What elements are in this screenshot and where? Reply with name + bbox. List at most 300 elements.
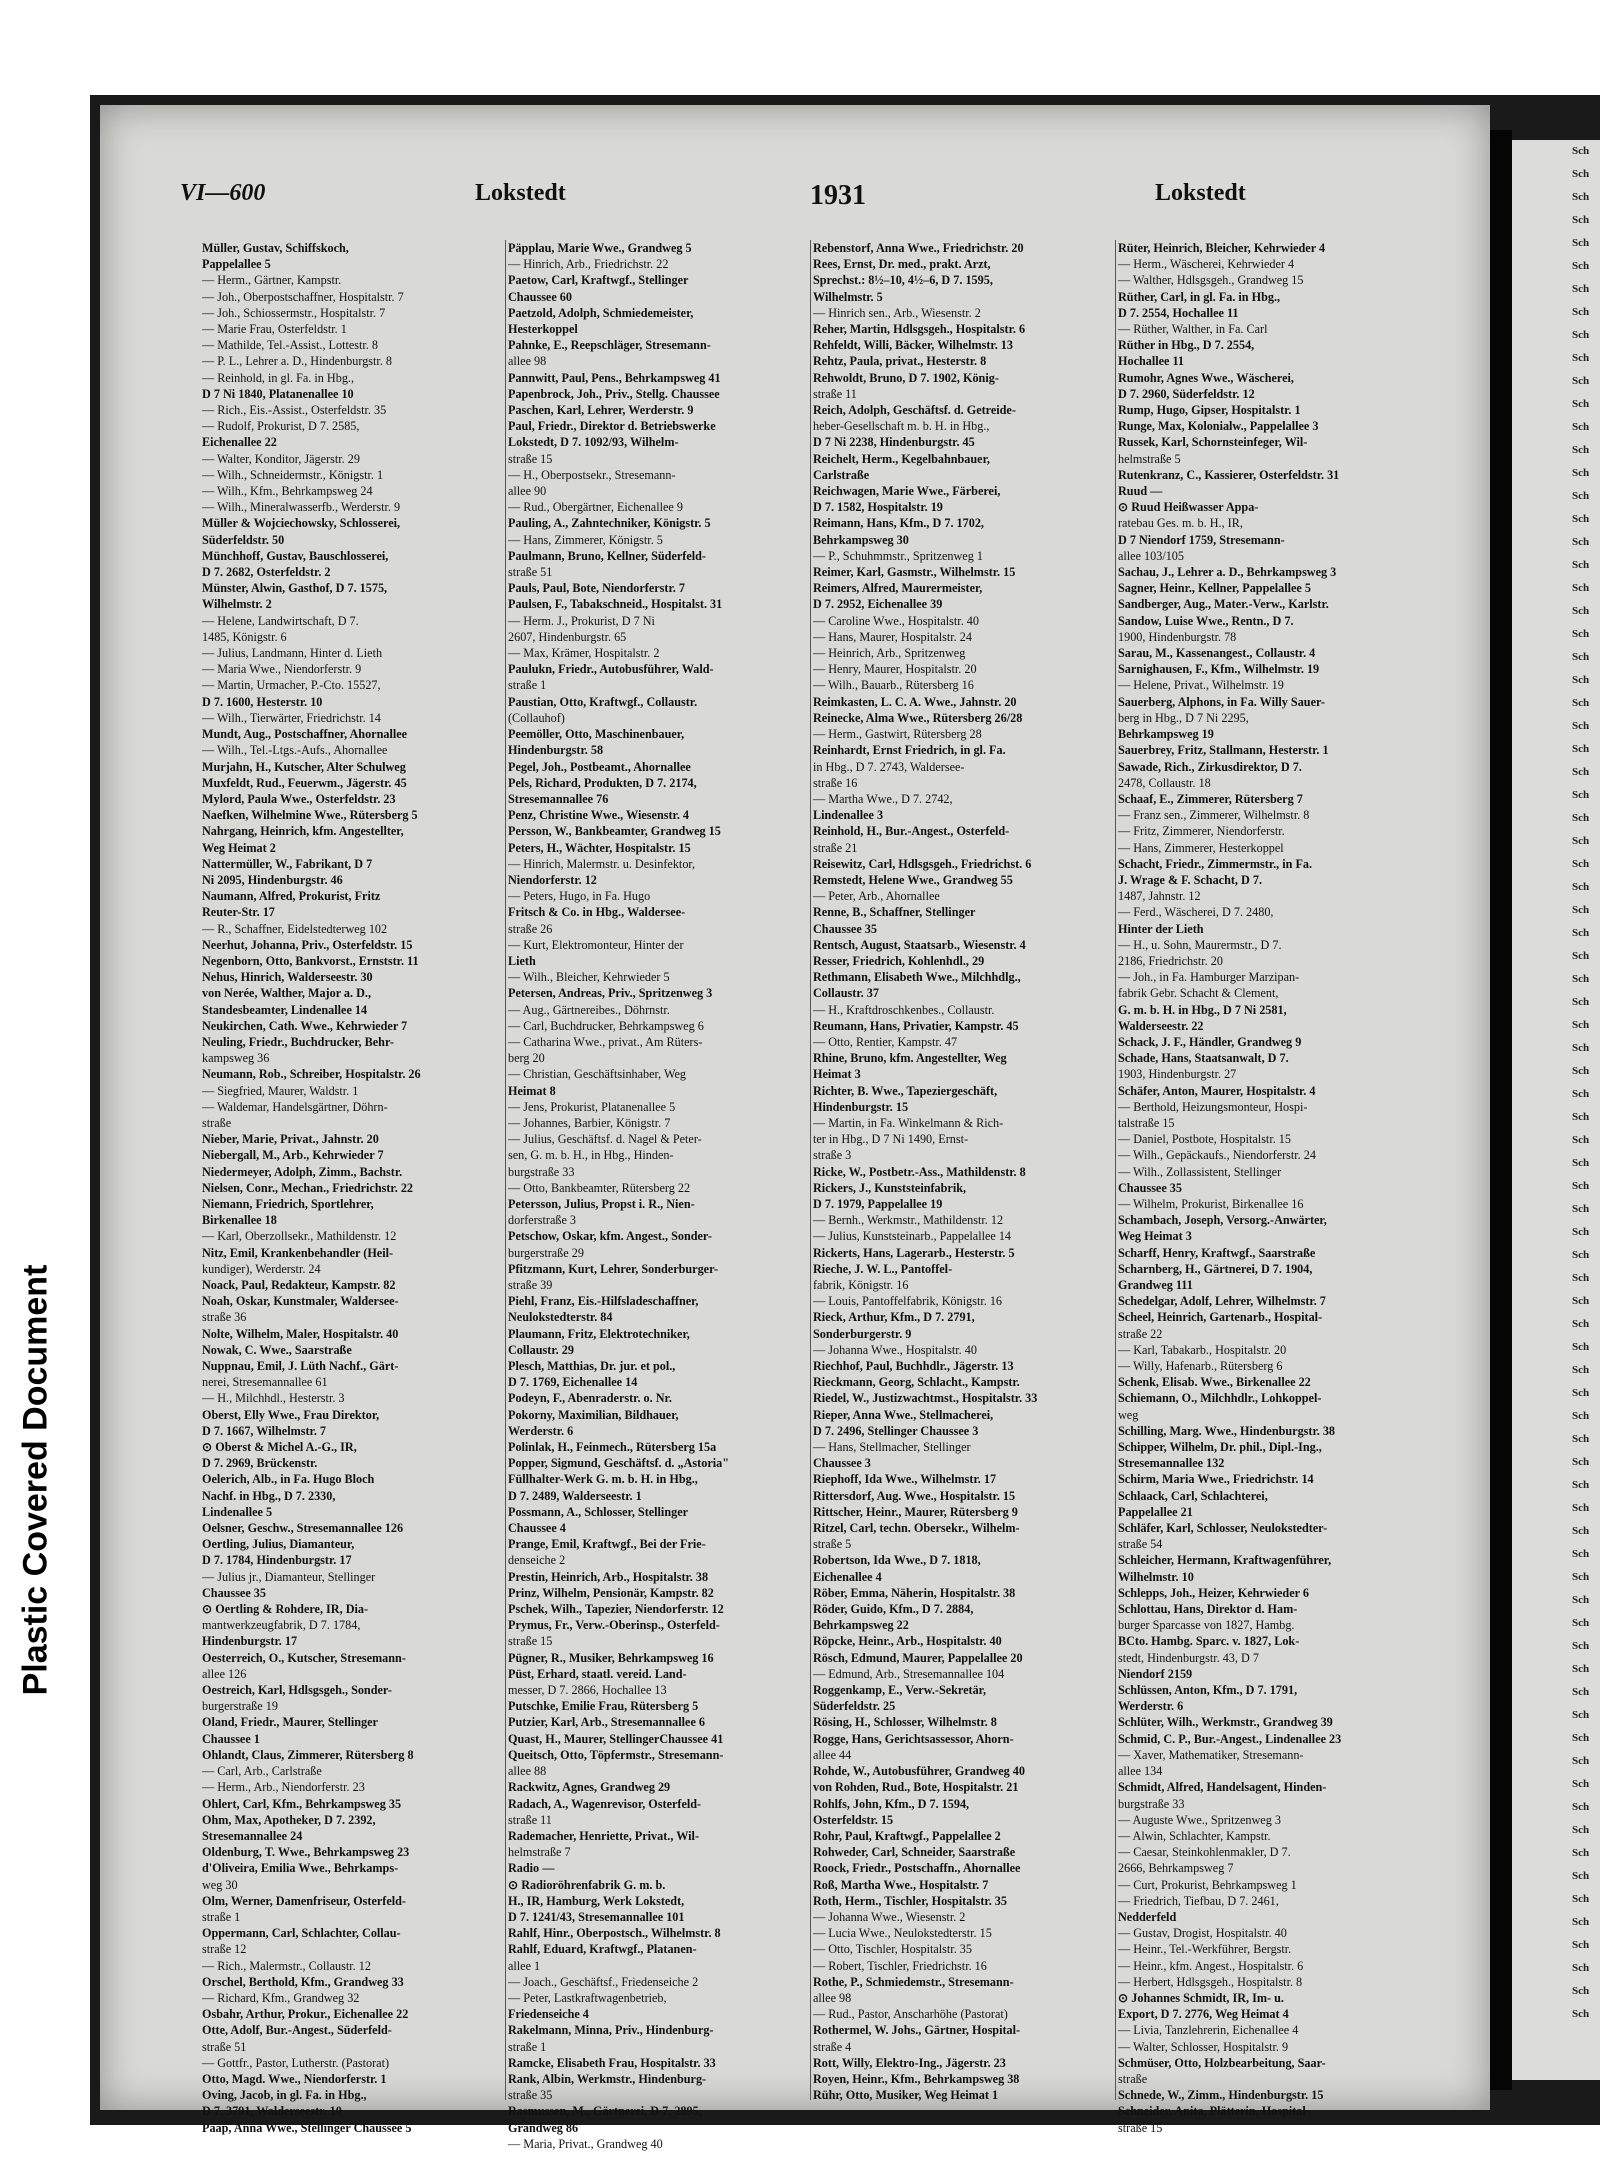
- directory-entry: — Reinhold, in gl. Fa. in Hbg.,: [202, 370, 355, 385]
- directory-entry: Rank, Albin, Werkmstr., Hindenburg-: [508, 2071, 707, 2086]
- facing-page-text: Sch: [1572, 1341, 1590, 1353]
- facing-page-text: Sch: [1572, 1456, 1590, 1468]
- directory-entry: H., IR, Hamburg, Werk Lokstedt,: [508, 1893, 685, 1908]
- directory-entry: straße 22: [1118, 1326, 1163, 1341]
- facing-page-text: Sch: [1572, 467, 1590, 479]
- directory-entry: straße: [1118, 2071, 1148, 2086]
- directory-entry: Röpcke, Heinr., Arb., Hospitalstr. 40: [813, 1634, 1002, 1649]
- directory-entry: — Mathilde, Tel.-Assist., Lottestr. 8: [202, 338, 378, 353]
- directory-entry: Weg Heimat 2: [202, 840, 276, 855]
- facing-page-text: Sch: [1572, 743, 1590, 755]
- directory-entry: Rothe, P., Schmiedemstr., Stresemann-: [813, 1974, 1014, 1989]
- facing-page-text: Sch: [1572, 1686, 1590, 1698]
- directory-entry: — Fritz, Zimmerer, Niendorferstr.: [1118, 824, 1285, 839]
- directory-entry: — Caroline Wwe., Hospitalstr. 40: [813, 613, 979, 628]
- directory-entry: Rieper, Anna Wwe., Stellmacherei,: [813, 1407, 994, 1422]
- directory-entry: Reimers, Alfred, Maurermeister,: [813, 581, 983, 596]
- facing-page-text: Sch: [1572, 1548, 1590, 1560]
- directory-entry: — Christian, Geschäftsinhaber, Weg: [508, 1067, 687, 1082]
- directory-entry: Röber, Emma, Näherin, Hospitalstr. 38: [813, 1585, 1016, 1600]
- directory-entry: G. m. b. H. in Hbg., D 7 Ni 2581,: [1118, 1002, 1287, 1017]
- directory-entry: — Willy, Hafenarb., Rütersberg 6: [1118, 1359, 1283, 1374]
- directory-entry: burgstraße 33: [508, 1164, 575, 1179]
- directory-entry: Ritzel, Carl, techn. Obersekr., Wilhelm-: [813, 1521, 1020, 1536]
- directory-entry: — Otto, Rentier, Kampstr. 47: [813, 1034, 958, 1049]
- directory-entry: weg: [1118, 1407, 1139, 1422]
- directory-entry: Otto, Magd. Wwe., Niendorferstr. 1: [202, 2071, 387, 2086]
- directory-entry: Pfitzmann, Kurt, Lehrer, Sonderburger-: [508, 1261, 719, 1276]
- directory-entry: mantwerkzeugfabrik, D 7. 1784,: [202, 1618, 361, 1633]
- directory-entry: Putschke, Emilie Frau, Rütersberg 5: [508, 1699, 699, 1714]
- directory-entry: — R., Schaffner, Eidelstedterweg 102: [202, 921, 388, 936]
- directory-entry: straße 4: [813, 2039, 852, 2054]
- facing-page-text: Sch: [1572, 950, 1590, 962]
- directory-entry: D 7. 2489, Walderseestr. 1: [508, 1488, 642, 1503]
- facing-page-text: Sch: [1572, 1249, 1590, 1261]
- directory-entry: Reich, Adolph, Geschäftsf. d. Getreide-: [813, 403, 1016, 418]
- facing-page-text: Sch: [1572, 1295, 1590, 1307]
- directory-entry: Export, D 7. 2776, Weg Heimat 4: [1118, 2007, 1289, 2022]
- facing-page-text: Sch: [1572, 513, 1590, 525]
- directory-entry: straße 5: [813, 1537, 852, 1552]
- directory-entry: straße 26: [508, 921, 553, 936]
- directory-entry: — Daniel, Postbote, Hospitalstr. 15: [1118, 1132, 1291, 1147]
- facing-page-text: Sch: [1572, 1272, 1590, 1284]
- facing-page-text: Sch: [1572, 1571, 1590, 1583]
- facing-page-text: Sch: [1572, 1065, 1590, 1077]
- facing-page-text: Sch: [1572, 1732, 1590, 1744]
- place-name-left: Lokstedt: [475, 180, 566, 206]
- directory-entry: D 7. 2554, Hochallee 11: [1118, 305, 1239, 320]
- directory-entry: Lindenallee 3: [813, 808, 884, 823]
- directory-entry: Rethmann, Elisabeth Wwe., Milchhdlg.,: [813, 970, 1021, 985]
- directory-entry: Schilling, Marg. Wwe., Hindenburgstr. 38: [1118, 1423, 1336, 1438]
- directory-entry: Rackwitz, Agnes, Grandweg 29: [508, 1780, 671, 1795]
- directory-entry: — Hinrich, Arb., Friedrichstr. 22: [508, 257, 669, 272]
- facing-page-text: Sch: [1572, 1801, 1590, 1813]
- directory-entry: d'Oliveira, Emilia Wwe., Behrkamps-: [202, 1861, 399, 1876]
- directory-entry: Sauerbrey, Fritz, Stallmann, Hesterstr. 1: [1118, 743, 1329, 758]
- directory-entry: 1485, Königstr. 6: [202, 629, 287, 644]
- directory-entry: Pels, Richard, Produkten, D 7. 2174,: [508, 775, 697, 790]
- directory-entry: Rieckmann, Georg, Schlacht., Kampstr.: [813, 1375, 1020, 1390]
- directory-entry: ⊙ Ruud Heißwasser Appa-: [1118, 500, 1259, 515]
- directory-entry: Rickers, J., Kunststeinfabrik,: [813, 1180, 967, 1195]
- directory-entry: Hesterkoppel: [508, 322, 578, 337]
- facing-page-text: Sch: [1572, 1617, 1590, 1629]
- facing-page-text: Sch: [1572, 651, 1590, 663]
- directory-entry: — Johannes, Barbier, Königstr. 7: [508, 1115, 671, 1130]
- directory-entry: Naumann, Alfred, Prokurist, Fritz: [202, 889, 381, 904]
- directory-entry: Sarau, M., Kassenangest., Collaustr. 4: [1118, 646, 1316, 661]
- facing-page-text: Sch: [1572, 1594, 1590, 1606]
- facing-page-text: Sch: [1572, 1410, 1590, 1422]
- directory-entry: — Martha Wwe., D 7. 2742,: [813, 791, 953, 806]
- directory-entry: Rehwoldt, Bruno, D 7. 1902, König-: [813, 370, 999, 385]
- directory-entry: Rahlf, Hinr., Oberpostsch., Wilhelmstr. 8: [508, 1926, 721, 1941]
- directory-entry: Mylord, Paula Wwe., Osterfeldstr. 23: [202, 791, 396, 806]
- facing-page-text: Sch: [1572, 1318, 1590, 1330]
- directory-entry: D 7. 1979, Pappelallee 19: [813, 1196, 943, 1211]
- directory-entry: allee 126: [202, 1666, 247, 1681]
- directory-entry: — Rud., Pastor, Anscharhöhe (Pastorat): [813, 2007, 1008, 2022]
- directory-entry: — Helene, Landwirtschaft, D 7.: [202, 613, 359, 628]
- directory-entry: Richter, B. Wwe., Tapeziergeschäft,: [813, 1083, 998, 1098]
- directory-entry: — Wilh., Bleicher, Kehrwieder 5: [508, 970, 670, 985]
- directory-entry: Podeyn, F., Abenraderstr. o. Nr.: [508, 1391, 672, 1406]
- directory-entry: D 7 Niendorf 1759, Stresemann-: [1118, 532, 1285, 547]
- directory-entry: D 7. 1582, Hospitalstr. 19: [813, 500, 943, 515]
- directory-entry: Reher, Martin, Hdlsgsgeh., Hospitalstr. 6: [813, 322, 1026, 337]
- directory-entry: — Maria, Privat., Grandweg 40: [508, 2136, 663, 2151]
- directory-entry: ⊙ Oberst & Michel A.-G., IR,: [202, 1440, 357, 1455]
- directory-entry: Rott, Willy, Elektro-Ing., Jägerstr. 23: [813, 2055, 1006, 2070]
- directory-entry: Reichwagen, Marie Wwe., Färberei,: [813, 484, 1001, 499]
- facing-page-text: Sch: [1572, 1709, 1590, 1721]
- page-reference: VI—600: [180, 180, 266, 206]
- directory-entry: Schack, J. F., Händler, Grandweg 9: [1118, 1034, 1302, 1049]
- directory-entry: von Rohden, Rud., Bote, Hospitalstr. 21: [813, 1780, 1019, 1795]
- directory-entry: Süderfeldstr. 50: [202, 532, 285, 547]
- directory-entry: Renne, B., Schaffner, Stellinger: [813, 905, 976, 920]
- directory-entry: Müller, Gustav, Schiffskoch,: [202, 241, 349, 255]
- directory-entry: Petersson, Julius, Propst i. R., Nien-: [508, 1196, 695, 1211]
- directory-entry: Schade, Hans, Staatsanwalt, D 7.: [1118, 1051, 1289, 1066]
- directory-entry: — Joh., Oberpostschaffner, Hospitalstr. 7: [202, 289, 404, 304]
- directory-entry: allee 44: [813, 1747, 852, 1762]
- directory-entry: Rohlfs, John, Kfm., D 7. 1594,: [813, 1796, 970, 1811]
- directory-entry: — Maria Wwe., Niendorferstr. 9: [202, 662, 362, 677]
- directory-entry: Birkenallee 18: [202, 1213, 277, 1228]
- directory-entry: — Julius jr., Diamanteur, Stellinger: [202, 1569, 376, 1584]
- directory-entry: straße 51: [508, 565, 553, 580]
- directory-entry: talstraße 15: [1118, 1115, 1175, 1130]
- directory-entry: — Wilh., Kfm., Behrkampsweg 24: [202, 484, 373, 499]
- directory-entry: Münster, Alwin, Gasthof, D 7. 1575,: [202, 581, 388, 596]
- directory-entry: straße 1: [202, 1909, 241, 1924]
- directory-entry: Paulsen, F., Tabakschneid., Hospitalst. 31: [508, 597, 723, 612]
- directory-entry: allee 88: [508, 1764, 547, 1779]
- facing-page-text: Sch: [1572, 835, 1590, 847]
- directory-entry: Chaussee 60: [508, 289, 572, 304]
- directory-entry: Heimat 3: [813, 1067, 861, 1082]
- directory-entry: Oppermann, Carl, Schlachter, Collau-: [202, 1926, 401, 1941]
- directory-entry: Nuppnau, Emil, J. Lüth Nachf., Gärt-: [202, 1359, 399, 1374]
- facing-page-text: Sch: [1572, 1226, 1590, 1238]
- facing-page-text: Sch: [1572, 1525, 1590, 1537]
- directory-entry: Standesbeamter, Lindenallee 14: [202, 1002, 368, 1017]
- directory-entry: Oving, Jacob, in gl. Fa. in Hbg.,: [202, 2088, 367, 2103]
- directory-entry: — Joh., Schiossermstr., Hospitalstr. 7: [202, 305, 386, 320]
- directory-entry: Sarnighausen, F., Kfm., Wilhelmstr. 19: [1118, 662, 1320, 677]
- directory-entry: — Catharina Wwe., privat., Am Rüters-: [508, 1034, 703, 1049]
- directory-entry: straße 21: [813, 840, 858, 855]
- directory-entry: Ni 2095, Hindenburgstr. 46: [202, 872, 343, 887]
- directory-entry: straße 11: [508, 1812, 552, 1827]
- directory-entry: Oelerich, Alb., in Fa. Hugo Bloch: [202, 1472, 375, 1487]
- directory-entry: D 7. 1667, Wilhelmstr. 7: [202, 1423, 327, 1438]
- directory-entry: — H., Kraftdroschkenbes., Collaustr.: [813, 1002, 995, 1017]
- facing-page-text: Sch: [1572, 697, 1590, 709]
- directory-entry: Reimer, Karl, Gasmstr., Wilhelmstr. 15: [813, 565, 1016, 580]
- directory-entry: Fritsch & Co. in Hbg., Waldersee-: [508, 905, 686, 920]
- side-caption-text: Plastic Covered Document: [16, 1264, 55, 1696]
- directory-entry: Rehtz, Paula, privat., Hesterstr. 8: [813, 354, 987, 369]
- directory-entry: — Herm., Arb., Niendorferstr. 23: [202, 1780, 365, 1795]
- directory-entry: — Peters, Hugo, in Fa. Hugo: [508, 889, 651, 904]
- directory-entry: Hochallee 11: [1118, 354, 1185, 369]
- facing-page-text: Sch: [1572, 1364, 1590, 1376]
- directory-entry: — Hans, Stellmacher, Stellinger: [813, 1440, 971, 1455]
- facing-page-text: Sch: [1572, 927, 1590, 939]
- directory-entry: Neuling, Friedr., Buchdrucker, Behr-: [202, 1034, 394, 1049]
- directory-entry: Pahnke, E., Reepschläger, Stresemann-: [508, 338, 711, 353]
- directory-entry: Rothermel, W. Johs., Gärtner, Hospital-: [813, 2023, 1021, 2038]
- facing-page-text: Sch: [1572, 674, 1590, 686]
- directory-entry: — P., Schuhmmstr., Spritzenweg 1: [813, 548, 983, 563]
- directory-entry: Noack, Paul, Redakteur, Kampstr. 82: [202, 1278, 396, 1292]
- directory-entry: D 7. 1600, Hesterstr. 10: [202, 694, 323, 709]
- directory-entry: Papenbrock, Joh., Priv., Stellg. Chaussee: [508, 386, 720, 401]
- directory-entry: — Johanna Wwe., Wiesenstr. 2: [813, 1909, 966, 1924]
- directory-entry: 2186, Friedrichstr. 20: [1118, 953, 1223, 968]
- directory-entry: Grandweg 86: [508, 2120, 579, 2135]
- place-name-right: Lokstedt: [1155, 180, 1246, 206]
- directory-entry: D 7. 2969, Brückenstr.: [202, 1456, 318, 1471]
- directory-entry: — Rich., Eis.-Assist., Osterfeldstr. 35: [202, 403, 387, 418]
- directory-entry: Pegel, Joh., Postbeamt., Ahornallee: [508, 759, 691, 774]
- directory-entry: Sprechst.: 8½–10, 4½–6, D 7. 1595,: [813, 273, 993, 288]
- facing-page-text: Sch: [1572, 1502, 1590, 1514]
- directory-entry: Sandberger, Aug., Mater.-Verw., Karlstr.: [1118, 597, 1329, 612]
- directory-entry: Scharff, Henry, Kraftwgf., Saarstraße: [1118, 1245, 1316, 1260]
- directory-entry: Reinhardt, Ernst Friedrich, in gl. Fa.: [813, 743, 1006, 758]
- directory-entry: Pauling, A., Zahntechniker, Königstr. 5: [508, 516, 711, 531]
- directory-entry: — Karl, Tabakarb., Hospitalstr. 20: [1118, 1342, 1287, 1357]
- facing-page-text: Sch: [1572, 398, 1590, 410]
- directory-entry: Niedermeyer, Adolph, Zimm., Bachstr.: [202, 1164, 403, 1179]
- directory-entry: Niendorf 2159: [1118, 1666, 1193, 1681]
- directory-entry: Neulokstedterstr. 84: [508, 1310, 613, 1325]
- facing-page-text: Sch: [1572, 1962, 1590, 1974]
- facing-page-text: Sch: [1572, 881, 1590, 893]
- directory-entry: Ramcke, Elisabeth Frau, Hospitalstr. 33: [508, 2055, 716, 2070]
- directory-entry: Muxfeldt, Rud., Feuerwm., Jägerstr. 45: [202, 775, 407, 790]
- directory-entry: denseiche 2: [508, 1553, 566, 1568]
- directory-entry: Nielsen, Conr., Mechan., Friedrichstr. 22: [202, 1180, 414, 1195]
- directory-entry: Popper, Sigmund, Geschäftsf. d. „Astoria": [508, 1456, 729, 1471]
- directory-entry: Roß, Martha Wwe., Hospitalstr. 7: [813, 1877, 989, 1892]
- facing-page-text: Sch: [1572, 1663, 1590, 1675]
- directory-entry: Pschek, Wilh., Tapezier, Niendorferstr. 12: [508, 1602, 724, 1617]
- directory-entry: straße 11: [813, 386, 857, 401]
- directory-entry: — Hinrich, Malermstr. u. Desinfektor,: [508, 856, 696, 871]
- directory-entry: 2478, Collaustr. 18: [1118, 775, 1211, 790]
- directory-entry: Peemöller, Otto, Maschinenbauer,: [508, 727, 685, 742]
- directory-entry: — Peter, Arb., Ahornallee: [813, 889, 940, 904]
- directory-entry: Rüther in Hbg., D 7. 2554,: [1118, 338, 1255, 353]
- directory-entry: Weg Heimat 3: [1118, 1229, 1192, 1244]
- directory-entry: nerei, Stresemannallee 61: [202, 1375, 328, 1390]
- directory-entry: D 7. 2496, Stellinger Chaussee 3: [813, 1423, 979, 1438]
- facing-page-text: Sch: [1572, 1916, 1590, 1928]
- directory-entry: Ohlert, Carl, Kfm., Behrkampsweg 35: [202, 1796, 402, 1811]
- directory-entry: straße 51: [202, 2039, 247, 2054]
- facing-page-text: Sch: [1572, 237, 1590, 249]
- directory-entry: Russek, Karl, Schornsteinfeger, Wil-: [1118, 435, 1308, 450]
- directory-entry: straße 39: [508, 1278, 553, 1292]
- directory-entry: Nowak, C. Wwe., Saarstraße: [202, 1342, 352, 1357]
- directory-entry: Nattermüller, W., Fabrikant, D 7: [202, 856, 373, 871]
- directory-entry: — Wilh., Zollassistent, Stellinger: [1118, 1164, 1282, 1179]
- directory-entry: Paul, Friedr., Direktor d. Betriebswerke: [508, 419, 716, 434]
- directory-entry: Behrkampsweg 30: [813, 532, 909, 547]
- directory-entry: Carlstraße: [813, 467, 870, 482]
- directory-entry: — Martin, Urmacher, P.-Cto. 15527,: [202, 678, 381, 693]
- directory-entry: Riechhof, Paul, Buchhdlr., Jägerstr. 13: [813, 1359, 1014, 1374]
- directory-entry: — Friedrich, Tiefbau, D 7. 2461,: [1118, 1893, 1279, 1908]
- directory-entry: — Otto, Tischler, Hospitalstr. 35: [813, 1942, 972, 1957]
- directory-entry: Petschow, Oskar, kfm. Angest., Sonder-: [508, 1229, 712, 1244]
- directory-entry: Radach, A., Wagenrevisor, Osterfeld-: [508, 1796, 702, 1811]
- directory-entry: — Curt, Prokurist, Behrkampsweg 1: [1118, 1877, 1297, 1892]
- directory-entry: — Herm., Gärtner, Kampstr.: [202, 273, 342, 288]
- directory-entry: straße 12: [202, 1942, 247, 1957]
- directory-entry: Lieth: [508, 953, 536, 968]
- directory-entry: Oesterreich, O., Kutscher, Stresemann-: [202, 1650, 406, 1665]
- directory-entry: Füllhalter-Werk G. m. b. H. in Hbg.,: [508, 1472, 698, 1487]
- directory-entry: Heimat 8: [508, 1083, 556, 1098]
- directory-entry: Eichenallee 22: [202, 435, 277, 450]
- directory-entry: Wilhelmstr. 2: [202, 597, 272, 612]
- facing-page-text: Sch: [1572, 1778, 1590, 1790]
- directory-entry: Paetow, Carl, Kraftwgf., Stellinger: [508, 273, 689, 288]
- directory-entry: straße 1: [508, 678, 547, 693]
- directory-entry: Schipper, Wilhelm, Dr. phil., Dipl.-Ing.,: [1118, 1440, 1322, 1455]
- directory-entry: Sandow, Luise Wwe., Rentn., D 7.: [1118, 613, 1294, 628]
- directory-entry: Chaussee 4: [508, 1521, 566, 1536]
- directory-entry: D 7. 1769, Eichenallee 14: [508, 1375, 638, 1390]
- directory-entry: 1900, Hindenburgstr. 78: [1118, 629, 1237, 644]
- directory-entry: Pannwitt, Paul, Pens., Behrkampsweg 41: [508, 370, 721, 385]
- directory-entry: — Joh., in Fa. Hamburger Marzipan-: [1118, 970, 1300, 985]
- directory-entry: Sauerberg, Alphons, in Fa. Willy Sauer-: [1118, 694, 1325, 709]
- directory-entry: Queitsch, Otto, Töpfermstr., Stresemann-: [508, 1747, 724, 1762]
- directory-entry: Schmüser, Otto, Holzbearbeitung, Saar-: [1118, 2055, 1326, 2070]
- directory-entry: Ricke, W., Postbetr.-Ass., Mathildenstr. 8: [813, 1164, 1026, 1179]
- facing-page-fragment: [1512, 140, 1600, 2080]
- directory-entry: Reinecke, Alma Wwe., Rütersberg 26/28: [813, 710, 1023, 725]
- directory-entry: — Louis, Pantoffelfabrik, Königstr. 16: [813, 1294, 1003, 1309]
- directory-entry: Runge, Max, Kolonialw., Pappelallee 3: [1118, 419, 1319, 434]
- directory-entry: — Johanna Wwe., Hospitalstr. 40: [813, 1342, 977, 1357]
- directory-entry: — Julius, Kunststeinarb., Pappelallee 14: [813, 1229, 1012, 1244]
- directory-entry: — Herm., Wäscherei, Kehrwieder 4: [1118, 257, 1295, 272]
- directory-entry: Plesch, Matthias, Dr. jur. et pol.,: [508, 1359, 676, 1374]
- directory-entry: — Julius, Geschäftsf. d. Nagel & Peter-: [508, 1132, 702, 1147]
- directory-entry: Rittersdorf, Aug. Wwe., Hospitalstr. 15: [813, 1488, 1016, 1503]
- directory-entry: straße 16: [813, 775, 858, 790]
- directory-entry: Eichenallee 4: [813, 1569, 882, 1584]
- directory-entry: — Wilh., Mineralwasserfb., Werderstr. 9: [202, 500, 401, 515]
- facing-page-text: Sch: [1572, 145, 1590, 157]
- directory-entry: Ohlandt, Claus, Zimmerer, Rütersberg 8: [202, 1747, 414, 1762]
- directory-entry: Neerhut, Johanna, Priv., Osterfeldstr. 15: [202, 937, 413, 952]
- directory-entry: D 7. 1241/43, Stresemannallee 101: [508, 1909, 685, 1924]
- facing-page-text: Sch: [1572, 490, 1590, 502]
- directory-entry: stedt, Hindenburgstr. 43, D 7: [1118, 1650, 1259, 1665]
- directory-entry: Werderstr. 6: [1118, 1699, 1184, 1714]
- directory-entry: — Aug., Gärtnereibes., Döhrnstr.: [508, 1002, 670, 1017]
- directory-entry: Oland, Friedr., Maurer, Stellinger: [202, 1715, 378, 1730]
- directory-entry: Rehfeldt, Willi, Bäcker, Wilhelmstr. 13: [813, 338, 1013, 353]
- directory-entry: D 7. 2682, Osterfeldstr. 2: [202, 565, 331, 580]
- directory-entry: Prymus, Fr., Verw.-Oberinsp., Osterfeld-: [508, 1618, 720, 1633]
- directory-entry: (Collauhof): [508, 710, 565, 725]
- directory-entry: Quast, H., Maurer, StellingerChaussee 41: [508, 1731, 724, 1746]
- facing-page-text: Sch: [1572, 1042, 1590, 1054]
- directory-entry: — Heinrich, Arb., Spritzenweg: [813, 646, 966, 661]
- facing-page-text: Sch: [1572, 1134, 1590, 1146]
- directory-entry: Wilhelmstr. 10: [1118, 1569, 1194, 1584]
- directory-entry: — Walther, Hdlsgsgeh., Grandweg 15: [1118, 273, 1304, 288]
- directory-entry: — Waldemar, Handelsgärtner, Döhrn-: [202, 1099, 388, 1114]
- directory-entry: — Herm., Gastwirt, Rütersberg 28: [813, 727, 982, 742]
- directory-entry: burgstraße 33: [1118, 1796, 1185, 1811]
- directory-entry: — Otto, Bankbeamter, Rütersberg 22: [508, 1180, 691, 1195]
- directory-entry: 2607, Hindenburgstr. 65: [508, 629, 627, 644]
- directory-entry: — Herbert, Hdlsgsgeh., Hospitalstr. 8: [1118, 1974, 1303, 1989]
- directory-entry: — H., Oberpostsekr., Stresemann-: [508, 467, 676, 482]
- directory-entry: Reimkasten, L. C. A. Wwe., Jahnstr. 20: [813, 694, 1017, 709]
- directory-entry: straße 15: [508, 1634, 553, 1649]
- directory-entry: Paulukn, Friedr., Autobusführer, Wald-: [508, 662, 714, 677]
- directory-entry: J. Wrage & F. Schacht, D 7.: [1118, 872, 1262, 887]
- directory-entry: Rittscher, Heinr., Maurer, Rütersberg 9: [813, 1504, 1018, 1519]
- directory-entry: — Walter, Konditor, Jägerstr. 29: [202, 451, 360, 466]
- directory-entry: Nahrgang, Heinrich, kfm. Angestellter,: [202, 824, 404, 839]
- directory-entry: Behrkampsweg 22: [813, 1618, 909, 1633]
- directory-entry: Paschen, Karl, Lehrer, Werderstr. 9: [508, 403, 694, 418]
- page-header: [175, 180, 1445, 220]
- side-caption: [0, 1180, 72, 1780]
- directory-entry: Collaustr. 37: [813, 986, 879, 1001]
- directory-entry: Schirm, Maria Wwe., Friedrichstr. 14: [1118, 1472, 1314, 1487]
- directory-entry: burger Sparcasse von 1827, Hambg.: [1118, 1618, 1295, 1633]
- directory-entry: Werderstr. 6: [508, 1423, 574, 1438]
- directory-entry: Pappelallee 21: [1118, 1504, 1193, 1519]
- directory-entry: Schäfer, Anton, Maurer, Hospitalstr. 4: [1118, 1083, 1316, 1098]
- directory-entry: — Heinr., kfm. Angest., Hospitalstr. 6: [1118, 1958, 1304, 1973]
- directory-entry: Pappelallee 5: [202, 257, 271, 272]
- directory-entry: Reuter-Str. 17: [202, 905, 275, 920]
- facing-page-text: Sch: [1572, 191, 1590, 203]
- directory-entry: Schlottau, Hans, Direktor d. Ham-: [1118, 1602, 1298, 1617]
- directory-entry: Otte, Adolf, Bur.-Angest., Süderfeld-: [202, 2023, 392, 2038]
- directory-entry: Oestreich, Karl, Hdlsgsgeh., Sonder-: [202, 1683, 392, 1698]
- directory-entry: fabrik Gebr. Schacht & Clement,: [1118, 986, 1279, 1001]
- directory-entry: Schnede, W., Zimm., Hindenburgstr. 15: [1118, 2088, 1324, 2103]
- directory-entry: heber-Gesellschaft m. b. H. in Hbg.,: [813, 419, 990, 434]
- directory-entry: — Hans, Maurer, Hospitalstr. 24: [813, 629, 972, 644]
- facing-page-text: Sch: [1572, 2008, 1590, 2020]
- directory-entry: Resser, Friedrich, Kohlenhdl., 29: [813, 953, 985, 968]
- directory-entry: Reinhold, H., Bur.-Angest., Osterfeld-: [813, 824, 1010, 839]
- directory-entry: helmstraße 5: [1118, 451, 1181, 466]
- directory-entry: Hindenburgstr. 15: [813, 1099, 909, 1114]
- directory-entry: straße 35: [508, 2088, 553, 2103]
- directory-entry: D 7. 2952, Eichenallee 39: [813, 597, 943, 612]
